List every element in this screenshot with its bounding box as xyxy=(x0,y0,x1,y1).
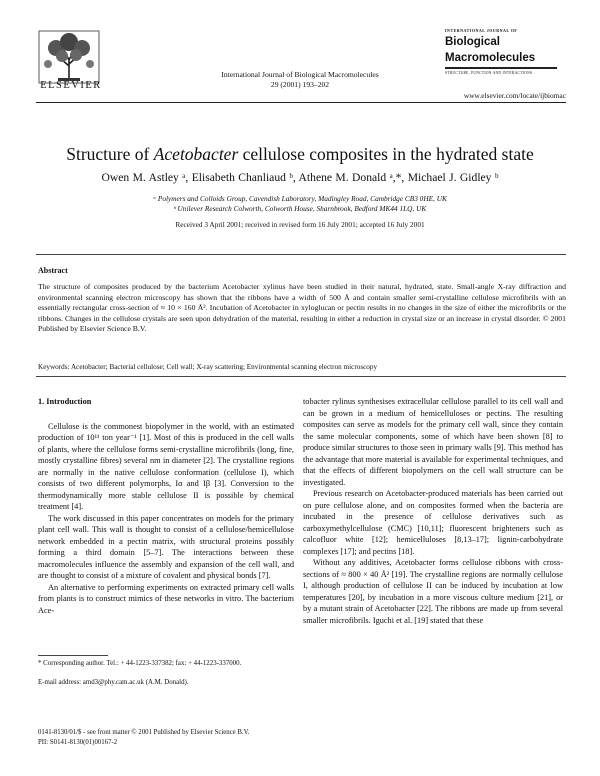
left-column xyxy=(38,396,294,616)
intro-paragraph-3-continued: tobacter rylinus synthesises extracellular cellulose parallel to its cell wall and can be grown in a medium of hemicelluloses or pectins. The resulting composites can serve as models for the primary cell wall, since they contain the same molecular components, some of which have been shown [8] to produce similar structures to those seen in primary walls [9]. This method has the advantage that more material is available for experimental techniques, and that the effects of different biopolymers on the cell wall structure can be investigated. xyxy=(303,397,563,487)
section-heading-introduction: 1. Introduction xyxy=(38,397,92,406)
email-footnote[interactable]: E-mail address: amd3@phy.cam.ac.uk (A.M. Donald). xyxy=(38,679,189,686)
right-column xyxy=(303,396,563,626)
journal-name: International Journal of Biological Macromolecules xyxy=(221,70,379,79)
affiliation-a: ᵃ Polymers and Colloids Group, Cavendish Laboratory, Madingley Road, Cambridge CB3 0HE, UK xyxy=(153,194,447,203)
intro-paragraph-2: The work discussed in this paper concentrates on models for the primary plant cell wall. This wall is thought to consist of a cellulose/hemicellulose network embedded in a pectin matrix, with structural proteins possibly forming a third domain [5–7]. The interactions between these macromolecules influence the assembly and expansion of the cell wall, and are thought to consist of a mixture of covalent and physical bonds [7]. xyxy=(38,513,294,580)
author-list: Owen M. Astley ᵃ, Elisabeth Chanliaud ᵇ, Athene M. Donald ᵃ,*, Michael J. Gidley ᵇ xyxy=(101,171,499,184)
abstract-top-divider xyxy=(36,254,566,255)
abstract-bottom-divider xyxy=(36,376,566,377)
affiliation-b: ᵇ Unilever Research Colworth, Colworth House, Sharnbrook, Bedford MK44 1LQ, UK xyxy=(173,204,427,213)
front-matter-line: 0141-8130/01/$ - see front matter © 2001 Published by Elsevier Science B.V. xyxy=(38,729,250,736)
journal-reference xyxy=(150,70,450,90)
journal-logo-title-1: Biological xyxy=(445,36,500,48)
header-divider xyxy=(36,102,566,103)
journal-logo-bar xyxy=(445,67,557,69)
elsevier-tree-logo-icon xyxy=(38,30,100,84)
intro-paragraph-5: Without any additives, Acetobacter forms cellulose ribbons with cross-sections of ≈ 800 × 40 Å² [19]. The crystalline regions are normally cellulose I, although production of cellulose II can be induced by incubation at low temperatures [20], by incubation in a more viscous culture medium [21], or by a mutant strain of Acetobacter [22]. The ribbons are made up from several smaller microfibrils. Iguchi et al. [19] stated that these xyxy=(303,558,563,625)
publisher-name: ELSEVIER xyxy=(40,80,102,91)
keywords: Keywords: Acetobacter; Bacterial cellulose; Cell wall; X-ray scattering; Environmental scanning electron microscopy xyxy=(38,363,378,371)
intro-paragraph-4: Previous research on Acetobacter-produced materials has been carried out on pure cellulose alone, and on composites formed when the bacteria are incubated in the presence of cellulose derivatives such as carboxymethylcellulose (CMC) [10,11]; fluorescent brighteners such as calcofluor white [12]; hemicelluloses [8,13–17]; lignin-carbohydrate complexes [17]; and pectins [18]. xyxy=(303,489,563,556)
intro-paragraph-3: An alternative to performing experiments on extracted primary cell walls from plants is to construct mimics of these networks in vitro. The bacterium Ace- xyxy=(38,582,294,615)
volume-pages: 29 (2001) 193–202 xyxy=(270,80,330,89)
article-dates: Received 3 April 2001; received in revised form 16 July 2001; accepted 16 July 2001 xyxy=(175,220,425,229)
journal-logo-subtitle: STRUCTURE, FUNCTION AND INTERACTIONS xyxy=(445,71,533,75)
abstract-text: The structure of composites produced by the bacterium Acetobacter xylinus have been studied in their natural, hydrated, state. Small-angle X-ray diffraction and environmental scanning electron microscopy has shown that the ribbons have a width of 500 Å and contain smaller semi-crystalline cellulose microfibrils with an essentially rectangular cross-section of ≈ 10 × 160 Å². Incubation of Acetobacter in xyloglucan or pectin results in no changes in the size of either the microfibrils or the ribbons. Changes in the cellulose crystals are seen upon dehydration of the material, resulting in either a reduction in crystal size or an increase in crystal disorder. © 2001 Published by Elsevier Science B.V. xyxy=(38,282,566,334)
footnote-divider xyxy=(38,655,108,656)
journal-logo-small: INTERNATIONAL JOURNAL OF xyxy=(445,28,518,33)
intro-paragraph-1: Cellulose is the commonest biopolymer in the world, with an estimated production of 10¹¹ ton year⁻¹ [1]. Most of this is produced in the cell walls of plants, where the cellulose forms semi-crystalline microfibrils (long, fine, mostly crystalline fibres) several nm in diameter [2]. The crystalline regions are normally in the native cellulose conformation (cellulose I), which consists of two different polymorphs, Iα and Iβ [3]. Conversion to the thermodynamically more stable cellulose II is possible by chemical treatment [4]. xyxy=(38,421,294,511)
journal-website-link[interactable]: www.elsevier.com/locate/ijbiomac xyxy=(463,91,566,100)
copyright-block xyxy=(38,728,249,747)
abstract-heading: Abstract xyxy=(38,266,68,275)
journal-logo-title-2: Macromolecules xyxy=(445,51,536,64)
article-title: Structure of Acetobacter cellulose composites in the hydrated state xyxy=(66,144,534,164)
pii-line: PII: S0141-8130(01)00167-2 xyxy=(38,738,118,746)
journal-logo xyxy=(445,28,565,75)
corresponding-author-footnote: * Corresponding author. Tel.: + 44-1223-337382; fax: + 44-1223-337000. xyxy=(38,660,242,667)
